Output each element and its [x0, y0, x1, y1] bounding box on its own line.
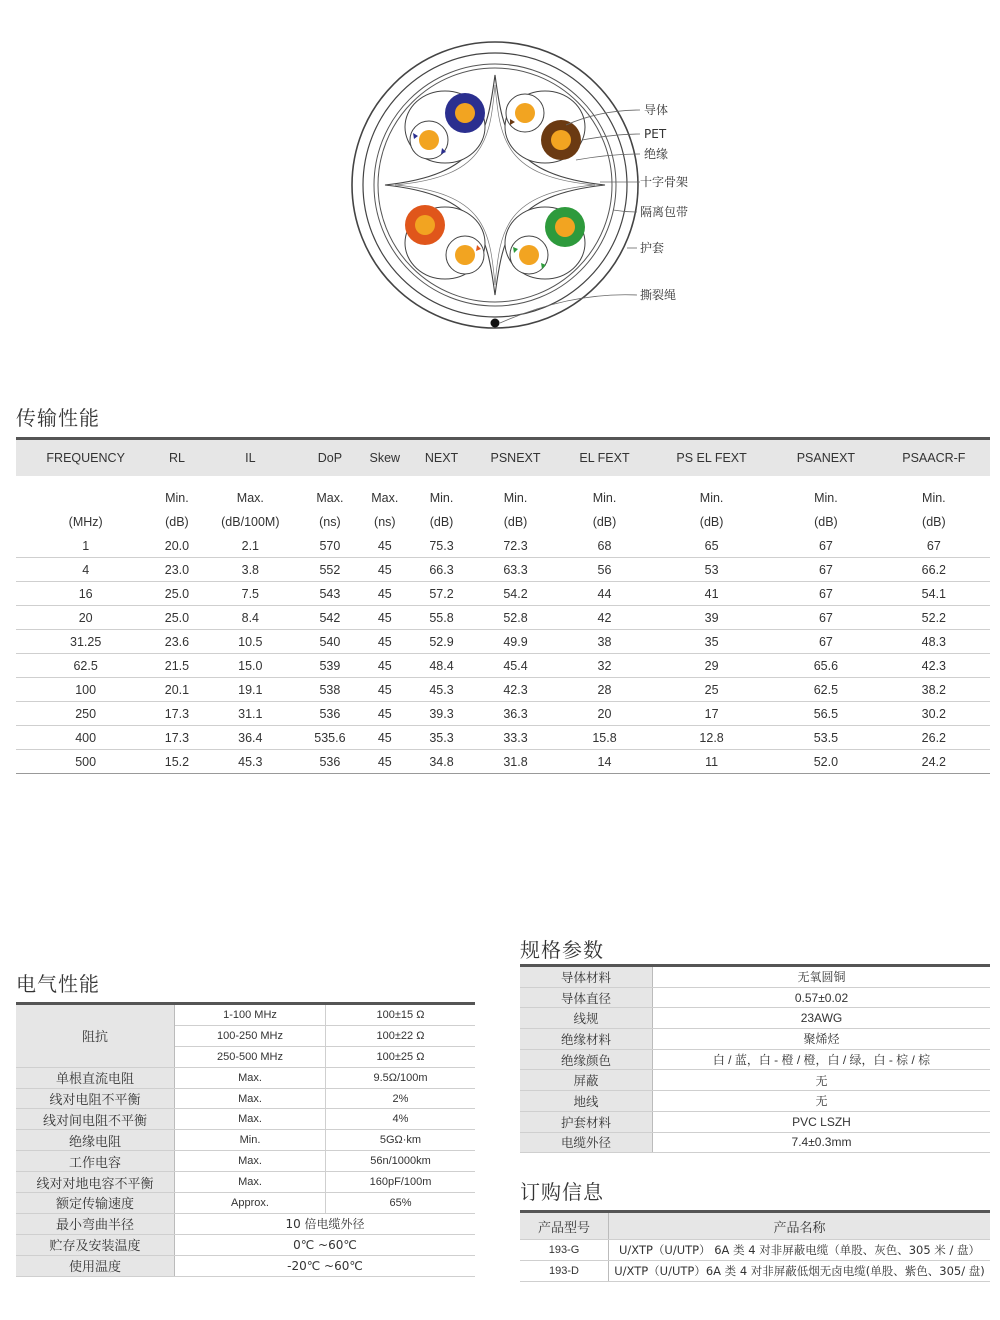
table-row: [16, 1088, 475, 1109]
table-row: [16, 558, 990, 582]
table-row: [16, 678, 990, 702]
table-cell: 42.3: [878, 654, 990, 678]
table-cell: 2.1: [199, 534, 303, 558]
spec-label: 导体直径: [520, 987, 653, 1008]
impedance-label: 阻抗: [16, 1004, 175, 1068]
impedance-row: [16, 1004, 475, 1026]
table-cell: 62.5: [774, 678, 878, 702]
table-cell: 45: [358, 726, 412, 750]
parameter-label: 线对对地电容不平衡: [16, 1172, 175, 1193]
cable-cross-section-diagram: [330, 30, 700, 340]
limit-type: Max.: [175, 1151, 326, 1172]
unit-cell: (dB): [165, 515, 189, 529]
table-row: [16, 1255, 475, 1276]
table-cell: 31.8: [471, 750, 560, 774]
table-cell: 250: [16, 702, 155, 726]
frequency-range: 100-250 MHz: [175, 1025, 326, 1046]
table-cell: 75.3: [412, 534, 471, 558]
table-row: [16, 582, 990, 606]
transmission-title: 传输性能: [16, 406, 100, 430]
table-row: [520, 966, 990, 988]
spec-label: 线规: [520, 1008, 653, 1029]
table-cell: 52.9: [412, 630, 471, 654]
unit-cell: (dB): [503, 515, 528, 529]
table-row: [16, 630, 990, 654]
table-cell: 25.0: [155, 606, 198, 630]
table-cell: 62.5: [16, 654, 155, 678]
table-cell: 38.2: [878, 678, 990, 702]
table-cell: 36.3: [471, 702, 560, 726]
model-number: 193-G: [520, 1240, 609, 1261]
table-cell: 17: [649, 702, 774, 726]
table-cell: 8.4: [199, 606, 303, 630]
column-header: PS EL FEXT: [649, 439, 774, 477]
column-header: PSANEXT: [774, 439, 878, 477]
parameter-label: 线对电阻不平衡: [16, 1088, 175, 1109]
table-row: [16, 1067, 475, 1088]
unit-cell: (MHz): [68, 515, 103, 529]
table-row: [520, 1261, 990, 1282]
table-cell: 11: [649, 750, 774, 774]
table-cell: 45: [358, 678, 412, 702]
table-cell: 49.9: [471, 630, 560, 654]
table-cell: 536: [302, 702, 358, 726]
table-row: [520, 1091, 990, 1112]
column-header: 产品型号: [520, 1212, 609, 1240]
limit-cell: [16, 486, 155, 510]
table-cell: 25.0: [155, 582, 198, 606]
spec-value: 白 / 蓝，白 - 橙 / 橙，白 / 绿，白 - 棕 / 棕: [653, 1049, 991, 1070]
table-cell: 45.3: [412, 678, 471, 702]
table-cell: 45.4: [471, 654, 560, 678]
model-number: 193-D: [520, 1261, 609, 1282]
product-name: U/XTP（U/UTP）6A 类 4 对非屏蔽低烟无卤电缆(单股、紫色、305/ 盘): [609, 1261, 991, 1282]
limit-type: Max.: [175, 1067, 326, 1088]
unit-cell: (dB): [699, 515, 724, 529]
table-cell: 12.8: [649, 726, 774, 750]
table-cell: 65: [649, 534, 774, 558]
table-cell: 16: [16, 582, 155, 606]
table-row: [16, 1234, 475, 1255]
table-cell: 45: [358, 582, 412, 606]
limit-cell: Min.: [503, 491, 528, 505]
table-row: [520, 987, 990, 1008]
table-cell: 4: [16, 558, 155, 582]
table-cell: 67: [774, 606, 878, 630]
table-cell: 45: [358, 702, 412, 726]
table-cell: 20: [16, 606, 155, 630]
spec-value: 无氧圆铜: [653, 966, 991, 988]
parameter-label: 额定传输速度: [16, 1193, 175, 1214]
table-cell: 19.1: [199, 678, 303, 702]
spec-value: PVC LSZH: [653, 1111, 991, 1132]
table-cell: 32: [560, 654, 649, 678]
label-rip-cord: 撕裂绳: [640, 288, 677, 302]
limit-cell: Max.: [236, 491, 264, 505]
table-cell: 53: [649, 558, 774, 582]
table-row: [520, 1132, 990, 1153]
table-cell: 65.6: [774, 654, 878, 678]
table-cell: 67: [774, 582, 878, 606]
limit-type: Min.: [175, 1130, 326, 1151]
parameter-value: 56n/1000km: [326, 1151, 476, 1172]
table-cell: 15.0: [199, 654, 303, 678]
table-cell: 23.6: [155, 630, 198, 654]
table-cell: 55.8: [412, 606, 471, 630]
table-cell: 33.3: [471, 726, 560, 750]
table-cell: 52.8: [471, 606, 560, 630]
table-row: [16, 1213, 475, 1234]
spec-value: 23AWG: [653, 1008, 991, 1029]
table-cell: 67: [774, 534, 878, 558]
spec-value: 无: [653, 1091, 991, 1112]
spec-label: 电缆外径: [520, 1132, 653, 1153]
table-cell: 54.2: [471, 582, 560, 606]
limit-cell: Min.: [429, 491, 454, 505]
table-cell: 45: [358, 654, 412, 678]
table-cell: 536: [302, 750, 358, 774]
column-header: 产品名称: [609, 1212, 991, 1240]
table-cell: 44: [560, 582, 649, 606]
table-cell: 56: [560, 558, 649, 582]
parameter-value: 160pF/100m: [326, 1172, 476, 1193]
table-cell: 100: [16, 678, 155, 702]
impedance-value: 100±25 Ω: [326, 1046, 476, 1067]
table-cell: 20.1: [155, 678, 198, 702]
table-cell: 540: [302, 630, 358, 654]
column-header: IL: [199, 439, 303, 477]
frequency-range: 250-500 MHz: [175, 1046, 326, 1067]
table-cell: 20.0: [155, 534, 198, 558]
table-cell: 48.4: [412, 654, 471, 678]
table-cell: 3.8: [199, 558, 303, 582]
table-cell: 17.3: [155, 702, 198, 726]
limit-type: Approx.: [175, 1193, 326, 1214]
table-cell: 17.3: [155, 726, 198, 750]
table-row: [16, 1193, 475, 1214]
label-cross-filler: 十字骨架: [640, 175, 689, 189]
column-header: PSAACR-F: [878, 439, 990, 477]
table-cell: 29: [649, 654, 774, 678]
impedance-value: 100±15 Ω: [326, 1004, 476, 1026]
pair-blue: [405, 91, 485, 163]
pair-brown: [505, 91, 585, 163]
parameter-label: 线对间电阻不平衡: [16, 1109, 175, 1130]
order-table: [520, 1210, 990, 1282]
label-separation-tape: 隔离包带: [640, 205, 689, 219]
parameter-label: 绝缘电阻: [16, 1130, 175, 1151]
table-cell: 34.8: [412, 750, 471, 774]
table-row: [16, 1151, 475, 1172]
table-row: [520, 1111, 990, 1132]
unit-cell: (ns): [319, 515, 341, 529]
table-row: [16, 1172, 475, 1193]
table-cell: 535.6: [302, 726, 358, 750]
parameter-label: 单根直流电阻: [16, 1067, 175, 1088]
table-cell: 30.2: [878, 702, 990, 726]
table-row: [16, 750, 990, 774]
spec-label: 护套材料: [520, 1111, 653, 1132]
limit-cell: Min.: [592, 491, 617, 505]
table-cell: 56.5: [774, 702, 878, 726]
parameter-value: 10 倍电缆外径: [175, 1213, 476, 1234]
parameter-value: -20℃ ~60℃: [175, 1255, 476, 1276]
table-cell: 21.5: [155, 654, 198, 678]
unit-cell: (dB): [922, 515, 946, 529]
table-cell: 35.3: [412, 726, 471, 750]
column-header: Skew: [358, 439, 412, 477]
table-row: [520, 1029, 990, 1050]
label-insulation: 绝缘: [644, 147, 669, 161]
table-cell: 45: [358, 630, 412, 654]
table-cell: 552: [302, 558, 358, 582]
table-cell: 54.1: [878, 582, 990, 606]
parameter-value: 2%: [326, 1088, 476, 1109]
table-cell: 67: [878, 534, 990, 558]
table-cell: 38: [560, 630, 649, 654]
table-row: [16, 702, 990, 726]
unit-cell: (ns): [374, 515, 396, 529]
table-cell: 67: [774, 558, 878, 582]
spec-value: 0.57±0.02: [653, 987, 991, 1008]
electrical-title: 电气性能: [16, 972, 100, 996]
impedance-value: 100±22 Ω: [326, 1025, 476, 1046]
label-pet: PET: [644, 127, 667, 141]
limit-cell: Min.: [922, 491, 946, 505]
table-cell: 45: [358, 558, 412, 582]
parameter-value: 5GΩ·km: [326, 1130, 476, 1151]
table-cell: 31.25: [16, 630, 155, 654]
spec-title: 规格参数: [520, 938, 604, 962]
table-cell: 500: [16, 750, 155, 774]
table-row: [520, 1008, 990, 1029]
limit-type: Max.: [175, 1088, 326, 1109]
parameter-label: 使用温度: [16, 1255, 175, 1276]
parameter-value: 65%: [326, 1193, 476, 1214]
table-cell: 14: [560, 750, 649, 774]
table-cell: 31.1: [199, 702, 303, 726]
spec-value: 无: [653, 1070, 991, 1091]
limit-cell: Min.: [814, 491, 838, 505]
table-row: [16, 726, 990, 750]
unit-cell: (dB): [429, 515, 454, 529]
limits-row: [16, 486, 990, 510]
table-cell: 538: [302, 678, 358, 702]
table-row: [16, 654, 990, 678]
limit-cell: Max.: [316, 491, 344, 505]
electrical-table: [16, 1002, 475, 1277]
table-cell: 45: [358, 534, 412, 558]
spec-label: 绝缘材料: [520, 1029, 653, 1050]
table-cell: 10.5: [199, 630, 303, 654]
table-cell: 1: [16, 534, 155, 558]
table-row: [16, 1130, 475, 1151]
table-cell: 67: [774, 630, 878, 654]
table-cell: 53.5: [774, 726, 878, 750]
spec-label: 屏蔽: [520, 1070, 653, 1091]
table-cell: 23.0: [155, 558, 198, 582]
table-cell: 42.3: [471, 678, 560, 702]
table-cell: 52.2: [878, 606, 990, 630]
spec-value: 聚烯烃: [653, 1029, 991, 1050]
table-cell: 35: [649, 630, 774, 654]
limit-cell: Min.: [699, 491, 724, 505]
table-cell: 36.4: [199, 726, 303, 750]
limit-cell: Max.: [371, 491, 399, 505]
parameter-value: 9.5Ω/100m: [326, 1067, 476, 1088]
table-cell: 542: [302, 606, 358, 630]
spec-label: 导体材料: [520, 966, 653, 988]
table-cell: 20: [560, 702, 649, 726]
column-header: DoP: [302, 439, 358, 477]
product-name: U/XTP（U/UTP） 6A 类 4 对非屏蔽电缆（单股、灰色、305 米 / 盘）: [609, 1240, 991, 1261]
table-cell: 66.3: [412, 558, 471, 582]
unit-cell: (dB/100M): [221, 515, 280, 529]
parameter-label: 最小弯曲半径: [16, 1213, 175, 1234]
table-row: [16, 534, 990, 558]
rip-cord: [491, 319, 500, 328]
table-cell: 39.3: [412, 702, 471, 726]
order-title: 订购信息: [520, 1180, 604, 1204]
column-header: RL: [155, 439, 198, 477]
column-header: PSNEXT: [471, 439, 560, 477]
order-header-row: [520, 1212, 990, 1240]
label-jacket: 护套: [640, 241, 665, 255]
spec-value: 7.4±0.3mm: [653, 1132, 991, 1153]
table-cell: 72.3: [471, 534, 560, 558]
table-cell: 28: [560, 678, 649, 702]
table-cell: 52.0: [774, 750, 878, 774]
table-cell: 39: [649, 606, 774, 630]
table-row: [520, 1049, 990, 1070]
parameter-value: 0℃ ~60℃: [175, 1234, 476, 1255]
column-header: EL FEXT: [560, 439, 649, 477]
table-cell: 48.3: [878, 630, 990, 654]
frequency-range: 1-100 MHz: [175, 1004, 326, 1026]
transmission-header-row: [16, 439, 990, 477]
table-cell: 41: [649, 582, 774, 606]
parameter-value: 4%: [326, 1109, 476, 1130]
table-cell: 15.8: [560, 726, 649, 750]
transmission-table: [16, 437, 990, 774]
spec-label: 地线: [520, 1091, 653, 1112]
label-conductor: 导体: [644, 103, 669, 117]
table-cell: 45: [358, 606, 412, 630]
table-cell: 543: [302, 582, 358, 606]
parameter-label: 贮存及安装温度: [16, 1234, 175, 1255]
table-cell: 7.5: [199, 582, 303, 606]
table-cell: 15.2: [155, 750, 198, 774]
table-cell: 57.2: [412, 582, 471, 606]
pair-green: [505, 207, 585, 279]
table-cell: 45: [358, 750, 412, 774]
table-row: [520, 1240, 990, 1261]
column-header: NEXT: [412, 439, 471, 477]
spec-label: 绝缘颜色: [520, 1049, 653, 1070]
table-cell: 63.3: [471, 558, 560, 582]
parameter-label: 工作电容: [16, 1151, 175, 1172]
unit-cell: (dB): [592, 515, 617, 529]
column-header: FREQUENCY: [16, 439, 155, 477]
table-cell: 66.2: [878, 558, 990, 582]
table-cell: 26.2: [878, 726, 990, 750]
limit-cell: Min.: [165, 491, 189, 505]
limit-type: Max.: [175, 1109, 326, 1130]
table-cell: 400: [16, 726, 155, 750]
table-cell: 42: [560, 606, 649, 630]
unit-cell: (dB): [814, 515, 838, 529]
table-cell: 24.2: [878, 750, 990, 774]
table-cell: 68: [560, 534, 649, 558]
limit-type: Max.: [175, 1172, 326, 1193]
table-row: [16, 1109, 475, 1130]
table-cell: 45.3: [199, 750, 303, 774]
table-cell: 570: [302, 534, 358, 558]
table-row: [16, 606, 990, 630]
units-row: [16, 510, 990, 534]
spec-table: [520, 964, 990, 1153]
table-row: [520, 1070, 990, 1091]
table-cell: 25: [649, 678, 774, 702]
table-cell: 539: [302, 654, 358, 678]
